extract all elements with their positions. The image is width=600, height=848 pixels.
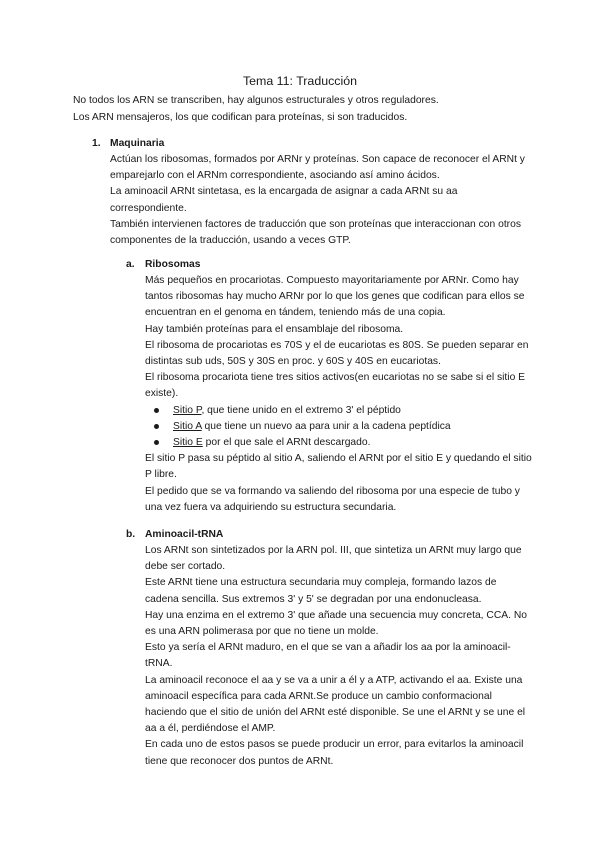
paragraph: Los ARNt son sintetizados por la ARN pol. III, que sintetiza un ARNt muy largo que debe ser cortado. (145, 545, 522, 573)
section-body (110, 152, 530, 249)
list-item (145, 435, 533, 451)
bullet-label: Sitio P (173, 404, 202, 416)
paragraph: La aminoacil ARNt sintetasa, es la encargada de asignar a cada ARNt su aa correspondiente. (110, 186, 458, 214)
paragraph: La aminoacil reconoce el aa y se va a unir a él y a ATP, activando el aa. Existe una aminoacil específica para cada ARNt.Se produce un cambio conformacional haciendo que el sitio de unión del ARNt esté disponible. Se une el ARNt y se une el aa a él, perdiéndose el AMP. (145, 674, 526, 735)
paragraph: En cada uno de estos pasos se puede producir un error, para evitarlos la aminoacil tiene que reconocer dos puntos de ARNt. (145, 739, 524, 767)
paragraph: El pedido que se va formando va saliendo del ribosoma por una especie de tubo y una vez fuera va adquiriendo su estructura secundaria. (145, 485, 520, 513)
paragraph: Actúan los ribosomas, formados por ARNr y proteínas. Son capace de reconocer el ARNt y emparejarlo con el ARNm correspondiente, asociando así amino ácidos. (110, 154, 525, 182)
section-heading: Maquinaria (110, 138, 165, 149)
paragraph: El ribosoma de procariotas es 70S y el de eucariotas es 80S. Se pueden separar en distintas sub uds, 50S y 30S en proc. y 60S y 40S en eucariotas. (145, 339, 529, 368)
bullet-text: por el que sale el ARNt descargado. (202, 437, 371, 449)
bullet-label: Sitio E (173, 437, 203, 449)
subsection-heading: Aminoacil-tRNA (145, 529, 224, 540)
page-title: Tema 11: Traducción (242, 74, 358, 88)
bullet-text: , que tiene unido en el extremo 3' el péptido (201, 404, 401, 416)
intro-line: Los ARN mensajeros, los que codifican para proteínas, si son traducidos. (73, 111, 408, 123)
subsection-letter: a. (126, 259, 135, 270)
list-item (145, 403, 533, 419)
subsection-body (145, 543, 533, 770)
paragraph: Hay también proteínas para el ensamblaje del ribosoma. (145, 323, 404, 335)
section-number: 1. (92, 138, 101, 149)
bullet-text: que tiene un nuevo aa para unir a la cadena peptídica (201, 420, 451, 432)
paragraph: Esto ya sería el ARNt maduro, en el que se van a añadir los aa por la aminoacil-tRNA. (145, 642, 511, 670)
intro-line: No todos los ARN se transcriben, hay algunos estructurales y otros reguladores. (73, 95, 439, 106)
bullet-icon (154, 408, 159, 413)
bullet-label: Sitio A (173, 420, 202, 432)
intro-text (73, 93, 439, 126)
bullet-icon (154, 424, 159, 429)
paragraph: Más pequeños en procariotas. Compuesto mayoritariamente por ARNr. Como hay tantos ribosomas hay mucho ARNr por lo que los genes que codifican para ellos se encuentran en el genoma en tándem, teniendo más de una copia. (145, 275, 525, 319)
paragraph: Hay una enzima en el extremo 3' que añade una secuencia muy concreta, CCA. No es una ARN polimerasa por que no tiene un molde. (145, 609, 528, 638)
subsection-letter: b. (126, 529, 136, 540)
paragraph: Este ARNt tiene una estructura secundaria muy compleja, formando lazos de cadena sencilla. Sus extremos 3' y 5' se degradan por una endonucleasa. (145, 577, 497, 605)
paragraph: También intervienen factores de traducción que son proteínas que interaccionan con otros componentes de la traducción, usando a veces GTP. (110, 218, 521, 247)
list-item (145, 419, 533, 435)
paragraph: El ribosoma procariota tiene tres sitios activos(en eucariotas no se sabe si el sitio E existe). (145, 372, 526, 400)
bullet-list (145, 403, 533, 452)
bullet-icon (154, 440, 159, 445)
paragraph: El sitio P pasa su péptido al sitio A, saliendo el ARNt por el sitio E y quedando el sitio P libre. (145, 453, 532, 481)
subsection-body (145, 273, 533, 516)
subsection-heading: Ribosomas (145, 259, 201, 270)
